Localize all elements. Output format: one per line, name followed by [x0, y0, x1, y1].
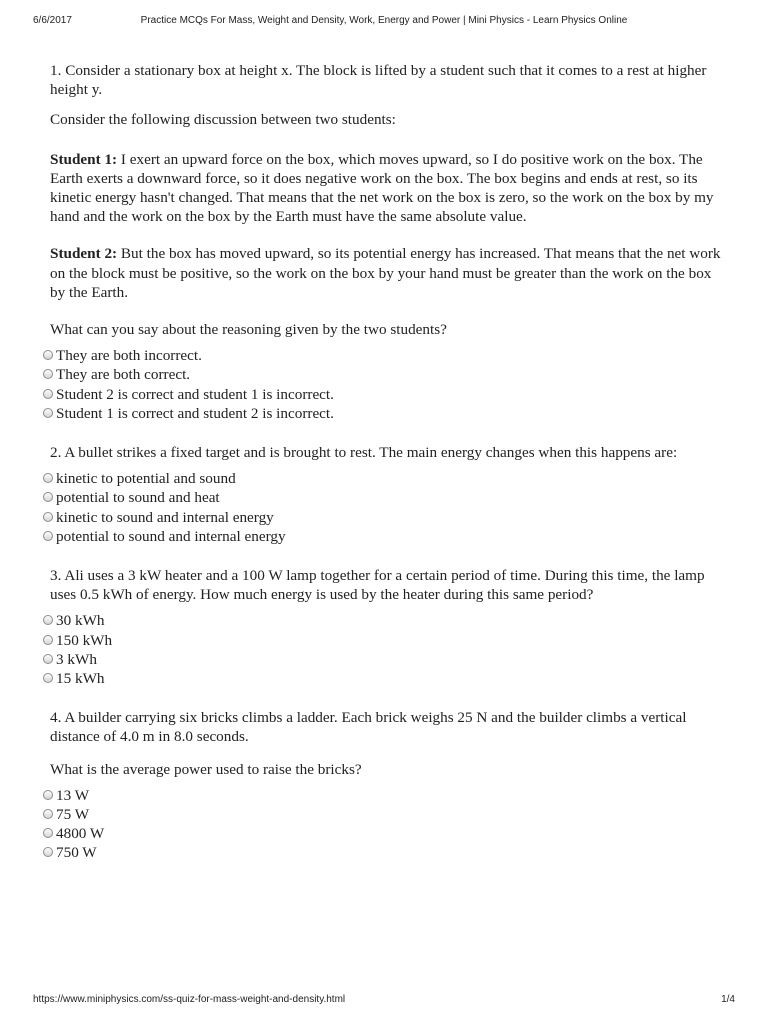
q3-option-label: 3 kWh [56, 650, 97, 668]
q3-option[interactable] [44, 631, 730, 650]
page-url: https://www.miniphysics.com/ss-quiz-for-mass-weight-and-density.html [33, 994, 346, 1005]
question-1-options [44, 346, 730, 423]
q4-option-label: 750 W [56, 844, 97, 862]
radio-button[interactable] [43, 512, 53, 522]
q4-option-label: 13 W [56, 786, 90, 804]
q4-option[interactable] [44, 805, 730, 824]
q2-option-label: kinetic to sound and internal energy [56, 508, 274, 526]
print-date: 6/6/2017 [33, 15, 72, 26]
q4-option[interactable] [44, 843, 730, 862]
q2-option-label: kinetic to potential and sound [56, 470, 236, 488]
q1-option-label: Student 1 is correct and student 2 is incorrect. [56, 404, 334, 422]
student-2-label: Student 2: [50, 245, 118, 263]
q4-option-label: 75 W [56, 805, 90, 823]
question-2-options [44, 469, 730, 546]
q2-option-label: potential to sound and internal energy [56, 527, 286, 545]
radio-button[interactable] [43, 828, 53, 838]
question-1-discussion: Consider the following discussion between two students: [50, 111, 396, 129]
radio-button[interactable] [43, 635, 53, 645]
radio-button[interactable] [43, 389, 53, 399]
student-1-text: I exert an upward force on the box, which moves upward, so I do positive work on the box. The Earth exerts a downward force, so it does negative work on the box. The box begins and ends at rest, so its kinetic energy hasn't changed. That means that the net work on the box is zero, so the work on the box by my hand and the work on the box by the Earth must have the same absolute value. [50, 150, 714, 226]
q4-option[interactable] [44, 824, 730, 843]
question-4-text: 4. A builder carrying six bricks climbs a ladder. Each brick weighs 25 N and the builder climbs a vertical distance of 4.0 m in 8.0 seconds. [50, 709, 687, 746]
question-3-options [44, 611, 730, 688]
q3-option-label: 30 kWh [56, 612, 105, 630]
q1-option[interactable] [44, 365, 730, 384]
q2-option[interactable] [44, 527, 730, 546]
q2-option[interactable] [44, 488, 730, 507]
q2-option[interactable] [44, 508, 730, 527]
radio-button[interactable] [43, 615, 53, 625]
student-1-statement [50, 150, 730, 227]
quiz-content [50, 61, 730, 882]
radio-button[interactable] [43, 408, 53, 418]
page-title: Practice MCQs For Mass, Weight and Density, Work, Energy and Power | Mini Physics - Learn Physics Online [140, 15, 628, 26]
student-2-text: But the box has moved upward, so its potential energy has increased. That means that the net work on the block must be positive, so the work on the box by your hand must be greater than the work on the box by the Earth. [50, 245, 721, 301]
question-1-prompt: What can you say about the reasoning given by the two students? [50, 321, 447, 339]
q3-option[interactable] [44, 611, 730, 630]
radio-button[interactable] [43, 473, 53, 483]
q1-option[interactable] [44, 385, 730, 404]
radio-button[interactable] [43, 492, 53, 502]
page-number: 1/4 [721, 994, 735, 1005]
q1-option-label: They are both incorrect. [56, 347, 202, 365]
question-4-prompt: What is the average power used to raise the bricks? [50, 760, 362, 778]
student-2-statement [50, 244, 730, 302]
q1-option-label: They are both correct. [56, 366, 191, 384]
radio-button[interactable] [43, 654, 53, 664]
question-2-text: 2. A bullet strikes a fixed target and is brought to rest. The main energy changes when this happens are: [50, 443, 678, 461]
q4-option[interactable] [44, 786, 730, 805]
q2-option-label: potential to sound and heat [56, 489, 220, 507]
q1-option[interactable] [44, 404, 730, 423]
radio-button[interactable] [43, 350, 53, 360]
q3-option-label: 15 kWh [56, 669, 105, 687]
student-1-label: Student 1: [50, 150, 118, 168]
radio-button[interactable] [43, 673, 53, 683]
print-header [0, 15, 768, 29]
radio-button[interactable] [43, 790, 53, 800]
question-4-options [44, 786, 730, 863]
radio-button[interactable] [43, 847, 53, 857]
question-3-text: 3. Ali uses a 3 kW heater and a 100 W lamp together for a certain period of time. During this time, the lamp uses 0.5 kWh of energy. How much energy is used by the heater during this same period? [50, 566, 705, 604]
radio-button[interactable] [43, 531, 53, 541]
q3-option-label: 150 kWh [56, 631, 113, 649]
q1-option-label: Student 2 is correct and student 1 is incorrect. [56, 385, 334, 403]
q3-option[interactable] [44, 650, 730, 669]
q1-option[interactable] [44, 346, 730, 365]
radio-button[interactable] [43, 809, 53, 819]
radio-button[interactable] [43, 369, 53, 379]
q3-option[interactable] [44, 669, 730, 688]
question-1-text: 1. Consider a stationary box at height x. The block is lifted by a student such that it comes to a rest at higher height y. [50, 62, 707, 99]
print-footer [0, 994, 768, 1008]
q4-option-label: 4800 W [56, 825, 105, 843]
q2-option[interactable] [44, 469, 730, 488]
